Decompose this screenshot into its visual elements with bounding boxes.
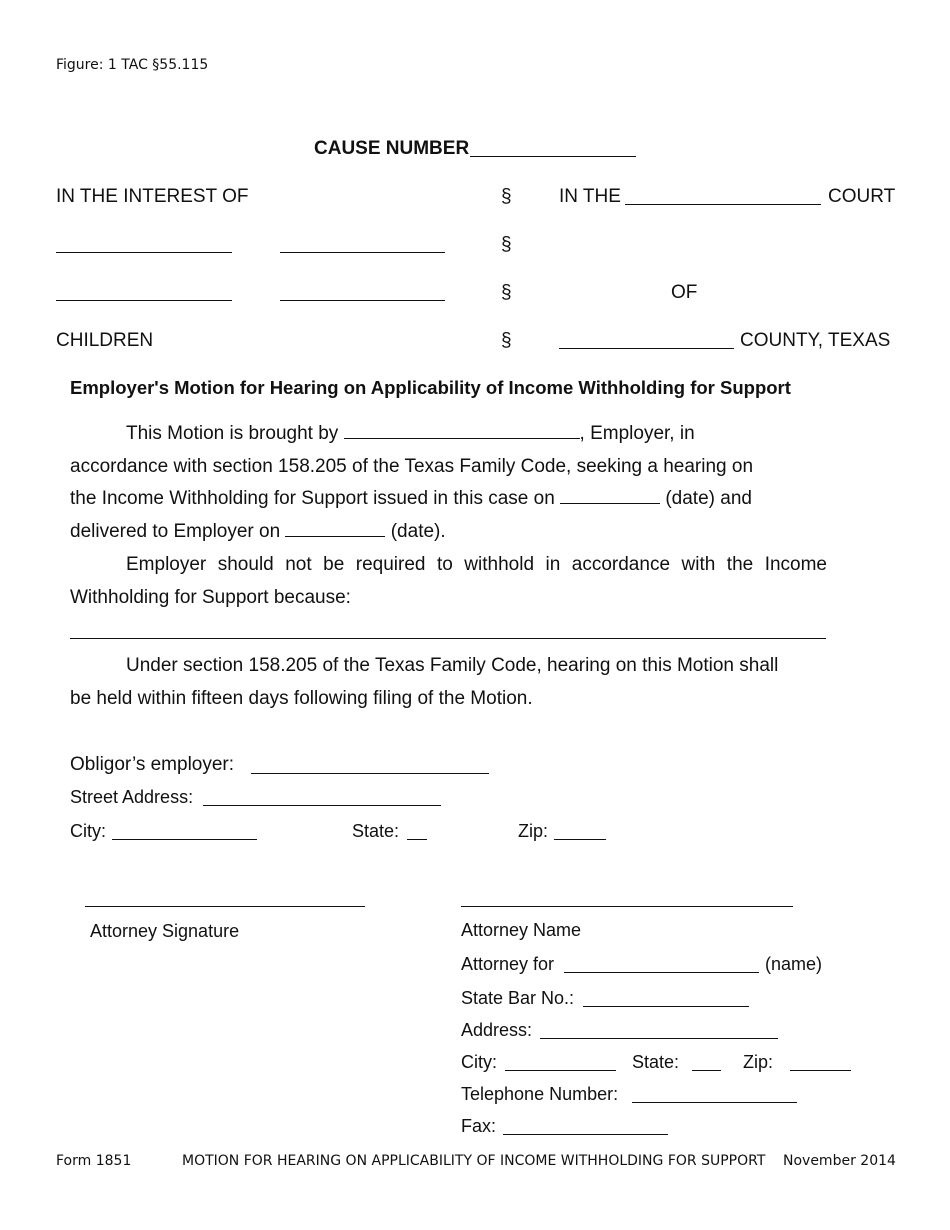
attorney-state-label: State:	[632, 1052, 680, 1072]
city-field[interactable]	[112, 839, 257, 840]
attorney-for-field[interactable]	[564, 972, 759, 973]
fax-field[interactable]	[503, 1134, 668, 1135]
attorney-zip-label: Zip:	[743, 1052, 774, 1072]
zip-label: Zip:	[518, 821, 549, 841]
attorney-name-label: Attorney Name	[461, 920, 582, 940]
obligor-employer-label: Obligor’s employer:	[70, 754, 235, 775]
street-address-label: Street Address:	[70, 787, 194, 807]
street-address-field[interactable]	[203, 805, 441, 806]
p2-line: Withholding for Support because:	[70, 586, 351, 608]
name-suffix-label: (name)	[765, 954, 823, 974]
attorney-city-label: City:	[461, 1052, 497, 1072]
footer-date: November 2014	[783, 1153, 896, 1169]
obligor-employer-field[interactable]	[251, 773, 489, 774]
attorney-signature-line[interactable]	[85, 906, 365, 907]
paragraph-hearing	[70, 650, 827, 715]
section-symbol: §	[501, 330, 512, 351]
telephone-label: Telephone Number:	[461, 1084, 619, 1104]
address-field[interactable]	[540, 1038, 778, 1039]
zip-field[interactable]	[554, 839, 606, 840]
footer-form-number: Form 1851	[56, 1153, 132, 1169]
state-bar-field[interactable]	[583, 1006, 749, 1007]
child-name-field[interactable]	[56, 300, 232, 301]
in-the-interest-of-label: IN THE INTEREST OF	[56, 186, 249, 207]
paragraph-reason	[70, 549, 827, 614]
p1-line: accordance with section 158.205 of the Texas Family Code, seeking a hearing on	[70, 455, 754, 477]
p1-text: This Motion is brought by	[126, 423, 339, 444]
figure-reference: Figure: 1 TAC §55.115	[56, 57, 209, 73]
p3-text: Under section 158.205 of the Texas Family Code, hearing on this Motion shall	[126, 655, 779, 676]
address-label: Address:	[461, 1020, 533, 1040]
child-name-field[interactable]	[56, 252, 232, 253]
paragraph-motion	[70, 418, 827, 548]
of-label: OF	[671, 282, 698, 303]
children-label: CHILDREN	[56, 330, 154, 351]
p1-text: delivered to Employer on	[70, 520, 281, 542]
section-symbol: §	[501, 282, 512, 303]
p3-line: be held within fifteen days following filing of the Motion.	[70, 687, 533, 709]
issue-date-field[interactable]	[560, 485, 660, 504]
child-name-field[interactable]	[280, 252, 445, 253]
attorney-zip-field[interactable]	[790, 1070, 851, 1071]
footer-form-title: MOTION FOR HEARING ON APPLICABILITY OF INCOME WITHHOLDING FOR SUPPORT	[182, 1153, 766, 1169]
child-name-field[interactable]	[280, 300, 445, 301]
cause-number-label: CAUSE NUMBER	[314, 138, 470, 159]
reason-field[interactable]	[70, 638, 826, 639]
attorney-for-label: Attorney for	[461, 954, 555, 974]
document-title: Employer's Motion for Hearing on Applicability of Income Withholding for Support	[70, 377, 791, 398]
court-label: COURT	[828, 186, 896, 207]
p1-text: , Employer, in	[579, 423, 695, 444]
p1-text: the Income Withholding for Support issued in this case on	[70, 488, 555, 509]
telephone-field[interactable]	[632, 1102, 797, 1103]
state-label: State:	[352, 821, 400, 841]
city-label: City:	[70, 821, 106, 841]
attorney-city-field[interactable]	[505, 1070, 616, 1071]
fax-label: Fax:	[461, 1116, 497, 1136]
section-symbol: §	[501, 234, 512, 255]
p1-text: (date) and	[665, 488, 752, 509]
state-bar-label: State Bar No.:	[461, 988, 575, 1008]
county-name-field[interactable]	[559, 348, 734, 349]
attorney-state-field[interactable]	[692, 1070, 721, 1071]
in-the-label: IN THE	[559, 186, 621, 207]
section-symbol: §	[501, 186, 512, 207]
attorney-name-line[interactable]	[461, 906, 793, 907]
state-field[interactable]	[407, 839, 427, 840]
p2-text: Employer should not be required to withhold in accordance with the Income	[126, 554, 827, 575]
county-texas-label: COUNTY, TEXAS	[740, 330, 891, 351]
cause-number-field[interactable]	[470, 156, 636, 157]
court-name-field[interactable]	[625, 204, 821, 205]
delivery-date-field[interactable]	[285, 518, 385, 537]
employer-name-field[interactable]	[344, 420, 580, 439]
p1-text: (date).	[390, 520, 446, 542]
attorney-signature-label: Attorney Signature	[90, 921, 240, 941]
